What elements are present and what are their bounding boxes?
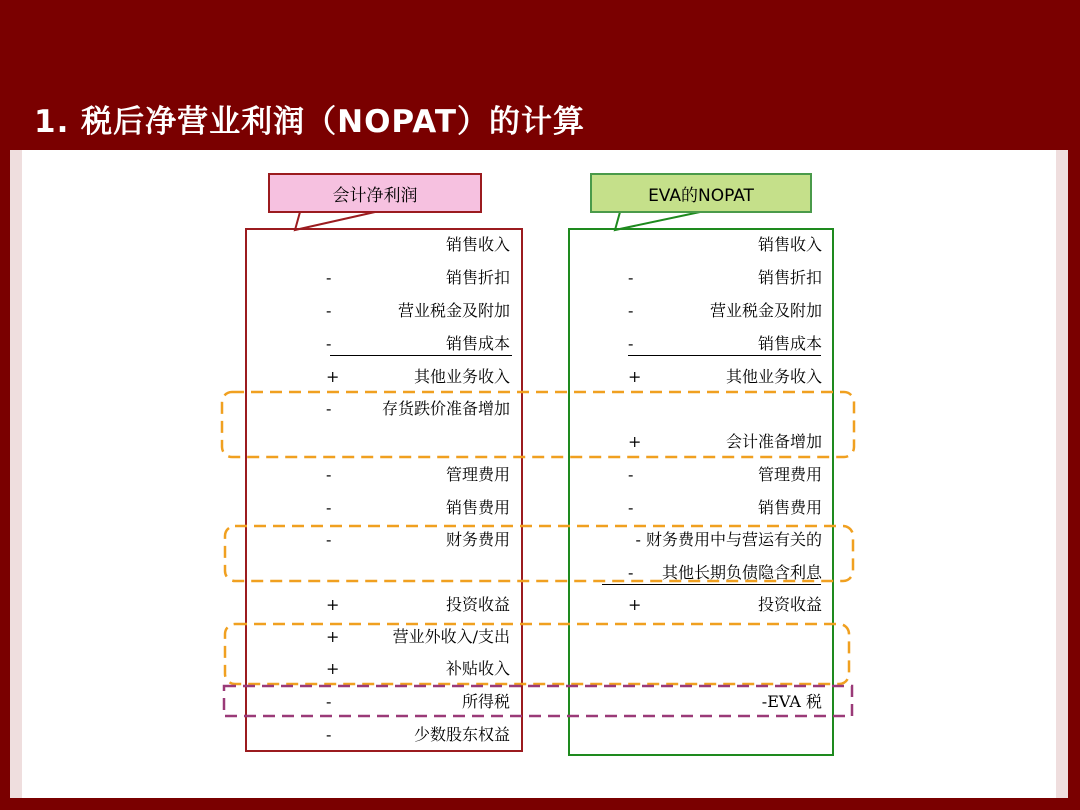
left-row-label: 少数股东权益 <box>413 725 510 744</box>
left-row-sign: - <box>326 465 332 484</box>
right-row-label: 会计准备增加 <box>725 432 822 451</box>
left-row-sign: - <box>326 399 332 418</box>
left-row-label: 销售成本 <box>445 334 510 353</box>
slide-canvas <box>10 150 1068 798</box>
right-row-sign: + <box>628 432 642 451</box>
left-row-label: 所得税 <box>461 692 510 711</box>
highlight-nonoperating <box>225 624 849 684</box>
left-row-sign: - <box>326 301 332 320</box>
highlight-finance-expense <box>225 526 853 581</box>
left-row-sign: - <box>326 334 332 353</box>
right-row-label: 其他业务收入 <box>725 367 822 386</box>
right-row-sign: - <box>628 268 634 287</box>
slide-title: 1. 税后净营业利润（NOPAT）的计算 <box>34 104 586 140</box>
right-row-sign: - <box>628 301 634 320</box>
left-row-label: 管理费用 <box>445 465 510 484</box>
left-row-label: 营业税金及附加 <box>397 301 510 320</box>
left-row-label: 其他业务收入 <box>413 367 510 386</box>
left-row-label: 销售费用 <box>445 498 510 517</box>
right-row-sign: - <box>628 465 634 484</box>
right-row-label: 投资收益 <box>757 595 822 614</box>
right-row-label: 销售折扣 <box>757 268 822 287</box>
left-row-label: 存货跌价准备增加 <box>381 399 510 418</box>
left-row-sign: + <box>326 659 340 678</box>
right-sales-cost-underline <box>628 355 821 356</box>
right-row-sign: + <box>628 367 642 386</box>
highlight-groups <box>10 150 1068 798</box>
left-row-sign: - <box>326 725 332 744</box>
left-row-label: 补贴收入 <box>445 659 510 678</box>
left-sales-cost-underline <box>330 355 512 356</box>
right-row-label: 销售费用 <box>757 498 822 517</box>
left-row-label: 销售折扣 <box>445 268 510 287</box>
right-header-label: EVA的NOPAT <box>648 185 754 206</box>
left-row-sign: - <box>326 498 332 517</box>
right-row-sign: - <box>628 563 634 582</box>
right-row-sign: + <box>628 595 642 614</box>
right-row-label: 销售成本 <box>757 334 822 353</box>
right-row-label: 营业税金及附加 <box>709 301 822 320</box>
left-row-label: 投资收益 <box>445 595 510 614</box>
left-row-sign: - <box>326 530 332 549</box>
right-row-label: 管理费用 <box>757 465 822 484</box>
left-row-label: 营业外收入/支出 <box>392 627 510 646</box>
right-row-label: 销售收入 <box>757 235 822 254</box>
right-row-sign: - <box>628 334 634 353</box>
left-row-label: 财务费用 <box>445 530 510 549</box>
highlight-inventory-reserve <box>222 392 854 457</box>
left-row-label: 销售收入 <box>445 235 510 254</box>
left-row-sign: + <box>326 595 340 614</box>
highlight-income-tax <box>224 686 852 716</box>
left-header-label: 会计净利润 <box>332 185 418 206</box>
right-row-sign: - <box>628 498 634 517</box>
right-row-label: - 财务费用中与营运有关的 <box>635 530 822 549</box>
left-row-sign: + <box>326 367 340 386</box>
right-row-label: 其他长期负债隐含利息 <box>661 563 822 582</box>
left-row-sign: + <box>326 627 340 646</box>
right-long-term-interest-underline <box>602 584 821 585</box>
left-row-sign: - <box>326 268 332 287</box>
right-row-label: -EVA 税 <box>761 692 822 711</box>
left-row-sign: - <box>326 692 332 711</box>
